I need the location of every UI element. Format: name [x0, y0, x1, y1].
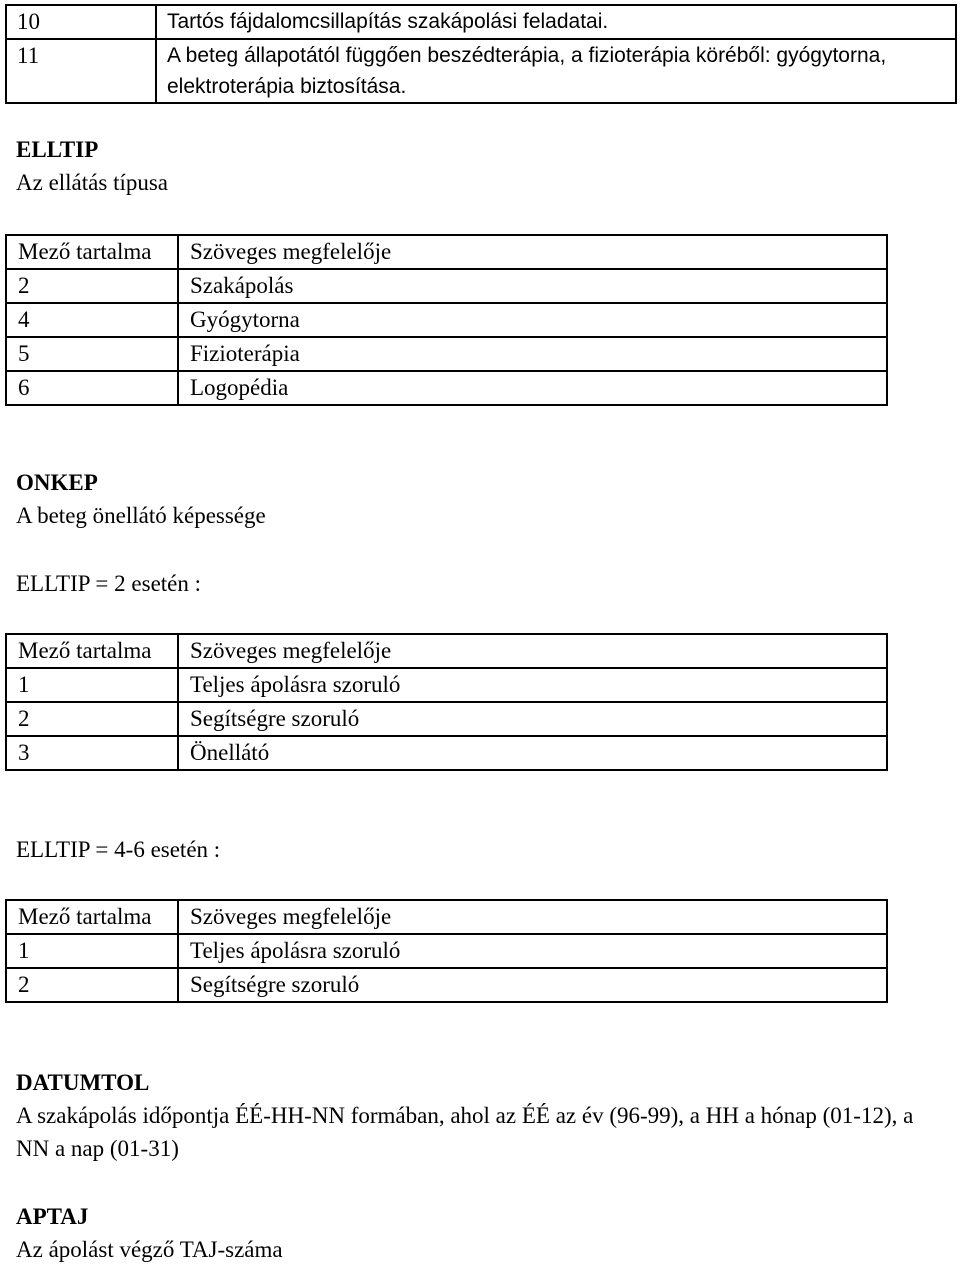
table-row: [6, 39, 956, 103]
elltip-code-table: [5, 234, 888, 406]
code-text: Szakápolás: [178, 269, 887, 303]
code-text: Teljes ápolásra szoruló: [178, 668, 887, 702]
code-value: 2: [6, 269, 178, 303]
onkep-case2-table: [5, 899, 888, 1003]
field-description: Az ápolást végző TAJ-száma: [16, 1237, 283, 1262]
table-row: [6, 668, 887, 702]
code-text: Logopédia: [178, 371, 887, 405]
header-field-content: Mező tartalma: [6, 900, 178, 934]
task-number: 11: [6, 39, 156, 103]
task-table: [5, 4, 957, 104]
code-value: 4: [6, 303, 178, 337]
code-value: 6: [6, 371, 178, 405]
onkep-section: [16, 466, 266, 532]
table-row: [6, 702, 887, 736]
table-row: [6, 303, 887, 337]
table-row: [6, 968, 887, 1002]
code-text: Fizioterápia: [178, 337, 887, 371]
code-value: 1: [6, 934, 178, 968]
table-row: [6, 337, 887, 371]
table-header-row: [6, 900, 887, 934]
task-text: Tartós fájdalomcsillapítás szakápolási feladatai.: [156, 5, 956, 39]
code-value: 5: [6, 337, 178, 371]
table-row: [6, 736, 887, 770]
case-label: ELLTIP = 4-6 esetén :: [16, 837, 221, 862]
field-description: Az ellátás típusa: [16, 170, 169, 195]
header-text-equivalent: Szöveges megfelelője: [178, 900, 887, 934]
header-text-equivalent: Szöveges megfelelője: [178, 634, 887, 668]
task-number: 10: [6, 5, 156, 39]
onkep-case1-table: [5, 633, 888, 771]
table-row: [6, 5, 956, 39]
code-text: Teljes ápolásra szoruló: [178, 934, 887, 968]
code-text: Gyógytorna: [178, 303, 887, 337]
field-description: A szakápolás időpontja ÉÉ-HH-NN formában, ahol az ÉÉ az év (96-99), a HH a hónap (01-12), a NN a nap (01-31): [16, 1103, 914, 1161]
table-header-row: [6, 634, 887, 668]
header-field-content: Mező tartalma: [6, 235, 178, 269]
case-label: ELLTIP = 2 esetén :: [16, 571, 202, 596]
task-text: A beteg állapotától függően beszédterápia, a fizioterápia köréből: gyógytorna, elektroterápia biztosítása.: [156, 39, 956, 103]
code-value: 2: [6, 968, 178, 1002]
code-text: Segítségre szoruló: [178, 702, 887, 736]
field-code: ELLTIP: [16, 137, 99, 162]
table-header-row: [6, 235, 887, 269]
header-field-content: Mező tartalma: [6, 634, 178, 668]
code-text: Önellátó: [178, 736, 887, 770]
field-description: A beteg önellátó képessége: [16, 503, 266, 528]
field-code: ONKEP: [16, 470, 98, 495]
elltip-section: [16, 133, 168, 199]
datumtol-section: [16, 1066, 951, 1165]
field-code: DATUMTOL: [16, 1070, 150, 1095]
code-value: 2: [6, 702, 178, 736]
aptaj-section: [16, 1200, 283, 1266]
table-row: [6, 371, 887, 405]
table-row: [6, 269, 887, 303]
code-value: 1: [6, 668, 178, 702]
header-text-equivalent: Szöveges megfelelője: [178, 235, 887, 269]
table-row: [6, 934, 887, 968]
field-code: APTAJ: [16, 1204, 89, 1229]
code-value: 3: [6, 736, 178, 770]
code-text: Segítségre szoruló: [178, 968, 887, 1002]
